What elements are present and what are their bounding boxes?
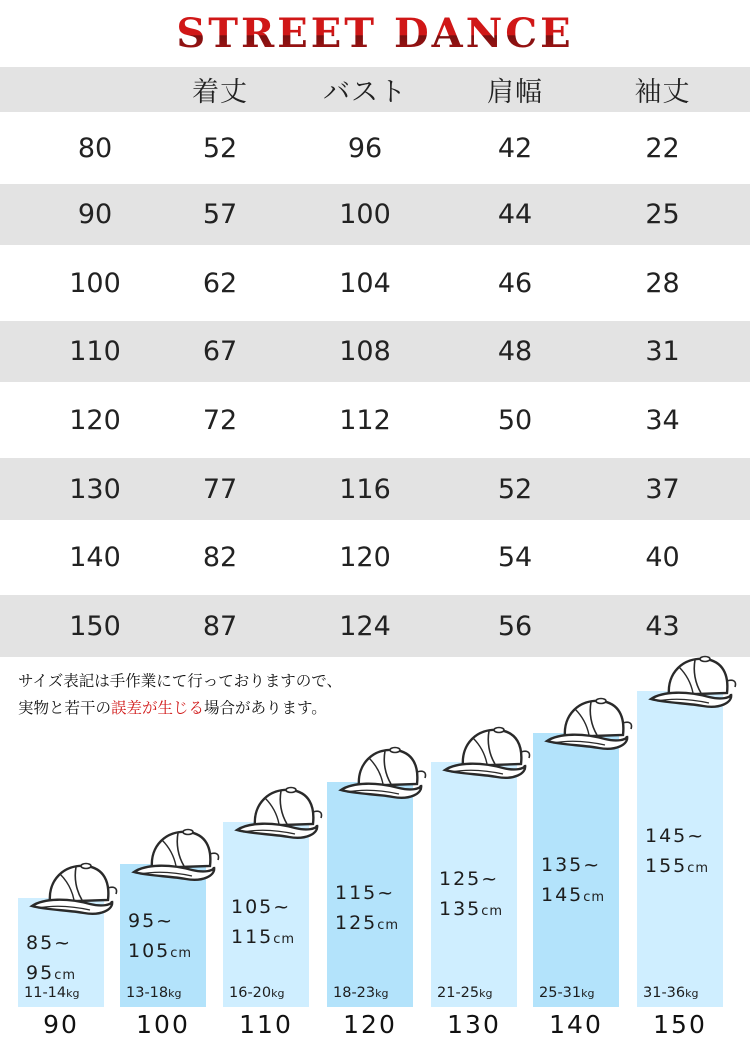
- measure-cell: 42: [497, 132, 533, 164]
- baseball-cap-icon: [28, 858, 128, 920]
- height-to: 155cm: [645, 855, 710, 877]
- size-label: 100: [136, 1010, 190, 1039]
- weight-unit: kg: [479, 987, 493, 1000]
- measure-cell: 67: [202, 336, 238, 367]
- height-to: 105cm: [128, 940, 193, 962]
- weight-range: 31-36kg: [643, 985, 699, 1001]
- weight-unit: kg: [581, 987, 595, 1000]
- measure-cell: 56: [497, 610, 533, 642]
- baseball-cap-icon: [647, 651, 747, 713]
- measure-cell: 112: [339, 404, 391, 436]
- measure-cell: 87: [202, 610, 238, 642]
- header-cell: [50, 67, 140, 112]
- baseball-cap-icon: [337, 742, 437, 804]
- height-unit: cm: [273, 932, 296, 947]
- height-to: 135cm: [439, 898, 504, 920]
- table-row: [0, 458, 750, 520]
- table-row: [0, 382, 750, 458]
- height-unit: cm: [583, 890, 606, 905]
- page-title: STREET DANCE: [0, 8, 750, 60]
- header-cell: 袖丈: [634, 77, 691, 108]
- height-from: 85~: [26, 932, 73, 954]
- measure-cell: 28: [645, 267, 680, 299]
- header-cell: 肩幅: [487, 77, 543, 108]
- note-line-1: サイズ表記は手作業にて行っておりますので、: [18, 672, 342, 690]
- note-warning: 誤差が生じる: [111, 699, 205, 717]
- measure-cell: 48: [497, 336, 533, 367]
- size-label: 110: [239, 1010, 293, 1039]
- height-unit: cm: [170, 946, 193, 961]
- measure-cell: 120: [339, 542, 391, 573]
- height-range: [335, 878, 399, 941]
- table-header-row: [0, 67, 750, 112]
- height-range: [439, 864, 503, 927]
- header-cell: 着丈: [192, 77, 248, 108]
- height-to: 115cm: [231, 926, 296, 948]
- measure-cell: 77: [202, 473, 238, 505]
- height-from: 145~: [645, 825, 706, 847]
- height-range: [26, 928, 76, 991]
- size-label: 130: [447, 1010, 501, 1039]
- table-row: [0, 520, 750, 595]
- measure-cell: 100: [339, 199, 391, 230]
- height-range: [128, 906, 192, 969]
- size-cell: 120: [69, 404, 121, 436]
- height-unit: cm: [687, 861, 710, 876]
- size-label: 140: [549, 1010, 603, 1039]
- size-cell: 140: [69, 542, 121, 573]
- baseball-cap-icon: [130, 824, 230, 886]
- table-row: [0, 245, 750, 321]
- size-cell: 130: [69, 473, 121, 505]
- size-label: 150: [653, 1010, 707, 1039]
- height-from: 105~: [231, 896, 292, 918]
- measure-cell: 54: [497, 542, 533, 573]
- size-cell: 110: [69, 336, 121, 367]
- baseball-cap-icon: [233, 782, 333, 844]
- size-cell: 100: [69, 267, 121, 299]
- note-line-2: 実物と若干の誤差が生じる場合があります。: [18, 699, 327, 717]
- height-unit: cm: [54, 968, 76, 983]
- measure-cell: 52: [202, 132, 238, 164]
- measure-cell: 22: [645, 132, 680, 164]
- measure-cell: 82: [202, 542, 238, 573]
- header-cell: バスト: [323, 77, 407, 108]
- measure-cell: 43: [645, 610, 680, 642]
- measure-cell: 62: [202, 267, 238, 299]
- weight-unit: kg: [685, 987, 699, 1000]
- weight-range: 25-31kg: [539, 985, 595, 1001]
- height-from: 135~: [541, 854, 602, 876]
- size-cell: 80: [77, 132, 113, 164]
- height-unit: cm: [481, 904, 504, 919]
- height-from: 115~: [335, 882, 396, 904]
- measure-cell: 96: [347, 132, 383, 164]
- weight-unit: kg: [168, 987, 182, 1000]
- table-row: [0, 595, 750, 657]
- height-to: 145cm: [541, 884, 606, 906]
- table-row: [0, 321, 750, 382]
- measure-cell: 72: [202, 404, 238, 436]
- size-label: 120: [343, 1010, 397, 1039]
- size-label: 90: [43, 1010, 79, 1039]
- measure-cell: 25: [645, 199, 680, 230]
- weight-unit: kg: [271, 987, 285, 1000]
- height-unit: cm: [377, 918, 400, 933]
- measure-cell: 52: [497, 473, 533, 505]
- measure-cell: 44: [497, 199, 533, 230]
- baseball-cap-icon: [543, 693, 643, 755]
- weight-range: 21-25kg: [437, 985, 493, 1001]
- weight-range: 16-20kg: [229, 985, 285, 1001]
- weight-unit: kg: [66, 987, 80, 1000]
- measure-cell: 50: [497, 404, 533, 436]
- measure-cell: 104: [339, 267, 391, 299]
- height-from: 125~: [439, 868, 500, 890]
- height-from: 95~: [128, 910, 175, 932]
- size-cell: 150: [69, 610, 121, 642]
- measure-cell: 31: [645, 336, 680, 367]
- size-note: [18, 668, 478, 722]
- measure-cell: 34: [645, 404, 680, 436]
- weight-range: 13-18kg: [126, 985, 182, 1001]
- measure-cell: 57: [202, 199, 238, 230]
- weight-range: 11-14kg: [24, 985, 80, 1001]
- table-row: [0, 184, 750, 245]
- measure-cell: 37: [645, 473, 680, 505]
- weight-range: 18-23kg: [333, 985, 389, 1001]
- weight-unit: kg: [375, 987, 389, 1000]
- height-range: [645, 821, 709, 884]
- measure-cell: 108: [339, 336, 391, 367]
- measure-cell: 46: [497, 267, 533, 299]
- size-cell: 90: [77, 199, 113, 230]
- height-range: [231, 892, 295, 955]
- table-row: [0, 112, 750, 184]
- baseball-cap-icon: [441, 722, 541, 784]
- height-to: 125cm: [335, 912, 400, 934]
- measure-cell: 116: [339, 473, 391, 505]
- measure-cell: 40: [645, 542, 680, 573]
- measure-cell: 124: [339, 610, 391, 642]
- height-to: 95cm: [26, 962, 76, 984]
- height-range: [541, 850, 605, 913]
